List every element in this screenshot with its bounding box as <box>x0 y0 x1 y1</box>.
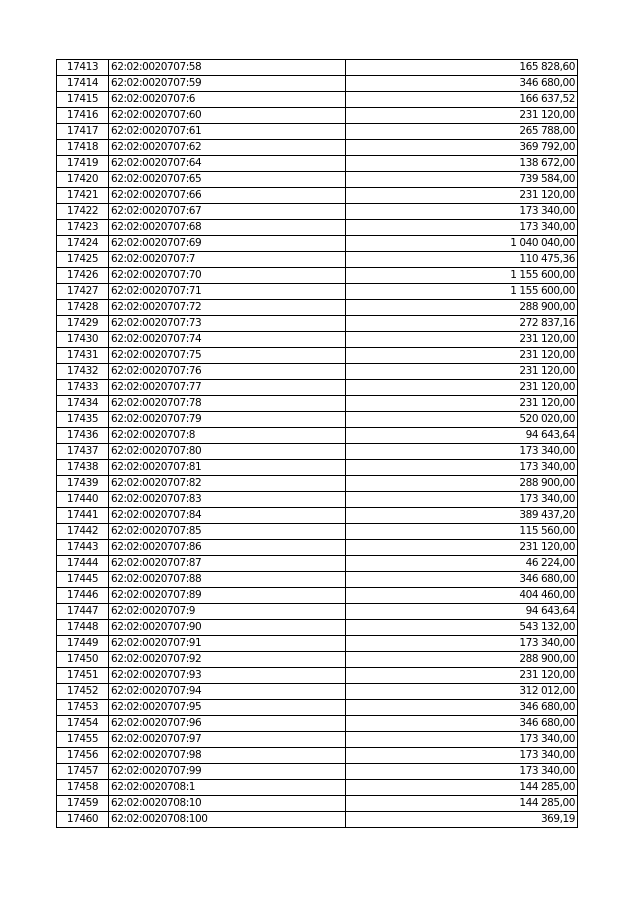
row-number-cell: 17429 <box>57 316 109 332</box>
row-number-cell: 17460 <box>57 812 109 828</box>
row-number-cell: 17421 <box>57 188 109 204</box>
cadastral-number-cell: 62:02:0020707:67 <box>109 204 346 220</box>
cadastral-number-cell: 62:02:0020707:59 <box>109 76 346 92</box>
row-number-cell: 17452 <box>57 684 109 700</box>
cadastral-number-cell: 62:02:0020707:90 <box>109 620 346 636</box>
cadastral-number-cell: 62:02:0020707:94 <box>109 684 346 700</box>
row-number-cell: 17459 <box>57 796 109 812</box>
cadastral-value-cell: 346 680,00 <box>346 76 578 92</box>
table-row <box>57 124 578 140</box>
cadastral-number-cell: 62:02:0020707:83 <box>109 492 346 508</box>
cadastral-value-cell: 94 643,64 <box>346 428 578 444</box>
row-number-cell: 17438 <box>57 460 109 476</box>
row-number-cell: 17430 <box>57 332 109 348</box>
cadastral-value-cell: 165 828,60 <box>346 60 578 76</box>
cadastral-number-cell: 62:02:0020707:62 <box>109 140 346 156</box>
table-row <box>57 268 578 284</box>
cadastral-value-cell: 346 680,00 <box>346 716 578 732</box>
table-row <box>57 92 578 108</box>
table-row <box>57 220 578 236</box>
cadastral-value-cell: 288 900,00 <box>346 652 578 668</box>
table-row <box>57 684 578 700</box>
row-number-cell: 17419 <box>57 156 109 172</box>
table-row <box>57 700 578 716</box>
cadastral-number-cell: 62:02:0020708:10 <box>109 796 346 812</box>
row-number-cell: 17454 <box>57 716 109 732</box>
table-row <box>57 636 578 652</box>
cadastral-value-cell: 520 020,00 <box>346 412 578 428</box>
table-row <box>57 108 578 124</box>
cadastral-number-cell: 62:02:0020707:88 <box>109 572 346 588</box>
cadastral-number-cell: 62:02:0020707:92 <box>109 652 346 668</box>
table-row <box>57 60 578 76</box>
cadastral-value-cell: 144 285,00 <box>346 780 578 796</box>
cadastral-number-cell: 62:02:0020707:87 <box>109 556 346 572</box>
table-row <box>57 444 578 460</box>
row-number-cell: 17420 <box>57 172 109 188</box>
cadastral-value-table <box>56 59 578 828</box>
row-number-cell: 17445 <box>57 572 109 588</box>
cadastral-value-cell: 346 680,00 <box>346 700 578 716</box>
cadastral-value-cell: 369 792,00 <box>346 140 578 156</box>
table-row <box>57 156 578 172</box>
cadastral-value-cell: 173 340,00 <box>346 444 578 460</box>
row-number-cell: 17418 <box>57 140 109 156</box>
row-number-cell: 17448 <box>57 620 109 636</box>
cadastral-number-cell: 62:02:0020707:73 <box>109 316 346 332</box>
table-row <box>57 428 578 444</box>
table-row <box>57 764 578 780</box>
cadastral-value-cell: 173 340,00 <box>346 492 578 508</box>
row-number-cell: 17434 <box>57 396 109 412</box>
table-row <box>57 364 578 380</box>
cadastral-value-cell: 312 012,00 <box>346 684 578 700</box>
table-row <box>57 476 578 492</box>
table-row <box>57 524 578 540</box>
cadastral-value-cell: 346 680,00 <box>346 572 578 588</box>
cadastral-number-cell: 62:02:0020707:66 <box>109 188 346 204</box>
cadastral-number-cell: 62:02:0020707:74 <box>109 332 346 348</box>
cadastral-number-cell: 62:02:0020707:69 <box>109 236 346 252</box>
row-number-cell: 17439 <box>57 476 109 492</box>
table-row <box>57 540 578 556</box>
table-row <box>57 780 578 796</box>
cadastral-number-cell: 62:02:0020707:91 <box>109 636 346 652</box>
cadastral-value-cell: 46 224,00 <box>346 556 578 572</box>
cadastral-value-cell: 231 120,00 <box>346 348 578 364</box>
cadastral-number-cell: 62:02:0020707:98 <box>109 748 346 764</box>
table-row <box>57 732 578 748</box>
row-number-cell: 17436 <box>57 428 109 444</box>
cadastral-value-cell: 231 120,00 <box>346 396 578 412</box>
cadastral-number-cell: 62:02:0020707:9 <box>109 604 346 620</box>
cadastral-number-cell: 62:02:0020707:86 <box>109 540 346 556</box>
cadastral-number-cell: 62:02:0020707:80 <box>109 444 346 460</box>
table-row <box>57 172 578 188</box>
row-number-cell: 17414 <box>57 76 109 92</box>
table-row <box>57 332 578 348</box>
table-row <box>57 76 578 92</box>
cadastral-value-cell: 166 637,52 <box>346 92 578 108</box>
table-row <box>57 572 578 588</box>
cadastral-number-cell: 62:02:0020707:6 <box>109 92 346 108</box>
cadastral-value-cell: 115 560,00 <box>346 524 578 540</box>
cadastral-value-cell: 138 672,00 <box>346 156 578 172</box>
cadastral-value-cell: 265 788,00 <box>346 124 578 140</box>
cadastral-number-cell: 62:02:0020707:7 <box>109 252 346 268</box>
row-number-cell: 17424 <box>57 236 109 252</box>
cadastral-value-cell: 231 120,00 <box>346 540 578 556</box>
cadastral-number-cell: 62:02:0020707:75 <box>109 348 346 364</box>
table-row <box>57 252 578 268</box>
cadastral-number-cell: 62:02:0020707:8 <box>109 428 346 444</box>
row-number-cell: 17447 <box>57 604 109 620</box>
cadastral-value-cell: 173 340,00 <box>346 220 578 236</box>
cadastral-number-cell: 62:02:0020707:77 <box>109 380 346 396</box>
row-number-cell: 17444 <box>57 556 109 572</box>
cadastral-value-cell: 231 120,00 <box>346 364 578 380</box>
cadastral-value-cell: 404 460,00 <box>346 588 578 604</box>
table-row <box>57 412 578 428</box>
cadastral-number-cell: 62:02:0020707:70 <box>109 268 346 284</box>
table-row <box>57 812 578 828</box>
cadastral-number-cell: 62:02:0020707:99 <box>109 764 346 780</box>
cadastral-number-cell: 62:02:0020708:100 <box>109 812 346 828</box>
row-number-cell: 17416 <box>57 108 109 124</box>
cadastral-value-cell: 173 340,00 <box>346 460 578 476</box>
row-number-cell: 17451 <box>57 668 109 684</box>
row-number-cell: 17431 <box>57 348 109 364</box>
cadastral-value-cell: 1 040 040,00 <box>346 236 578 252</box>
cadastral-value-cell: 288 900,00 <box>346 476 578 492</box>
table-row <box>57 316 578 332</box>
cadastral-value-cell: 173 340,00 <box>346 204 578 220</box>
cadastral-value-cell: 144 285,00 <box>346 796 578 812</box>
row-number-cell: 17456 <box>57 748 109 764</box>
row-number-cell: 17442 <box>57 524 109 540</box>
cadastral-number-cell: 62:02:0020707:64 <box>109 156 346 172</box>
cadastral-number-cell: 62:02:0020708:1 <box>109 780 346 796</box>
cadastral-value-cell: 94 643,64 <box>346 604 578 620</box>
row-number-cell: 17433 <box>57 380 109 396</box>
row-number-cell: 17432 <box>57 364 109 380</box>
row-number-cell: 17441 <box>57 508 109 524</box>
cadastral-value-cell: 231 120,00 <box>346 380 578 396</box>
row-number-cell: 17455 <box>57 732 109 748</box>
cadastral-number-cell: 62:02:0020707:85 <box>109 524 346 540</box>
row-number-cell: 17413 <box>57 60 109 76</box>
cadastral-number-cell: 62:02:0020707:96 <box>109 716 346 732</box>
row-number-cell: 17453 <box>57 700 109 716</box>
cadastral-value-cell: 231 120,00 <box>346 668 578 684</box>
row-number-cell: 17443 <box>57 540 109 556</box>
table-row <box>57 508 578 524</box>
cadastral-number-cell: 62:02:0020707:84 <box>109 508 346 524</box>
cadastral-number-cell: 62:02:0020707:71 <box>109 284 346 300</box>
row-number-cell: 17446 <box>57 588 109 604</box>
row-number-cell: 17449 <box>57 636 109 652</box>
cadastral-number-cell: 62:02:0020707:61 <box>109 124 346 140</box>
cadastral-number-cell: 62:02:0020707:78 <box>109 396 346 412</box>
table-row <box>57 188 578 204</box>
row-number-cell: 17417 <box>57 124 109 140</box>
table-row <box>57 716 578 732</box>
table-row <box>57 796 578 812</box>
table-row <box>57 652 578 668</box>
cadastral-number-cell: 62:02:0020707:60 <box>109 108 346 124</box>
cadastral-value-cell: 272 837,16 <box>346 316 578 332</box>
table-row <box>57 236 578 252</box>
table-row <box>57 284 578 300</box>
cadastral-value-cell: 173 340,00 <box>346 636 578 652</box>
row-number-cell: 17457 <box>57 764 109 780</box>
table-row <box>57 588 578 604</box>
row-number-cell: 17428 <box>57 300 109 316</box>
cadastral-value-cell: 739 584,00 <box>346 172 578 188</box>
cadastral-value-cell: 231 120,00 <box>346 108 578 124</box>
table-row <box>57 380 578 396</box>
table-row <box>57 668 578 684</box>
cadastral-value-cell: 1 155 600,00 <box>346 284 578 300</box>
cadastral-value-cell: 288 900,00 <box>346 300 578 316</box>
cadastral-value-cell: 110 475,36 <box>346 252 578 268</box>
row-number-cell: 17415 <box>57 92 109 108</box>
row-number-cell: 17423 <box>57 220 109 236</box>
table-row <box>57 460 578 476</box>
cadastral-number-cell: 62:02:0020707:79 <box>109 412 346 428</box>
row-number-cell: 17450 <box>57 652 109 668</box>
table-row <box>57 492 578 508</box>
cadastral-value-cell: 231 120,00 <box>346 188 578 204</box>
cadastral-number-cell: 62:02:0020707:97 <box>109 732 346 748</box>
table-row <box>57 140 578 156</box>
cadastral-value-cell: 543 132,00 <box>346 620 578 636</box>
table-body <box>57 60 578 828</box>
cadastral-number-cell: 62:02:0020707:65 <box>109 172 346 188</box>
cadastral-value-cell: 173 340,00 <box>346 732 578 748</box>
cadastral-number-cell: 62:02:0020707:95 <box>109 700 346 716</box>
cadastral-value-cell: 369,19 <box>346 812 578 828</box>
table-row <box>57 204 578 220</box>
cadastral-number-cell: 62:02:0020707:93 <box>109 668 346 684</box>
cadastral-number-cell: 62:02:0020707:82 <box>109 476 346 492</box>
cadastral-number-cell: 62:02:0020707:68 <box>109 220 346 236</box>
table-row <box>57 604 578 620</box>
row-number-cell: 17426 <box>57 268 109 284</box>
cadastral-value-cell: 389 437,20 <box>346 508 578 524</box>
cadastral-value-cell: 173 340,00 <box>346 748 578 764</box>
row-number-cell: 17435 <box>57 412 109 428</box>
table-row <box>57 396 578 412</box>
cadastral-number-cell: 62:02:0020707:81 <box>109 460 346 476</box>
cadastral-number-cell: 62:02:0020707:89 <box>109 588 346 604</box>
row-number-cell: 17422 <box>57 204 109 220</box>
row-number-cell: 17425 <box>57 252 109 268</box>
row-number-cell: 17458 <box>57 780 109 796</box>
row-number-cell: 17440 <box>57 492 109 508</box>
cadastral-value-cell: 173 340,00 <box>346 764 578 780</box>
row-number-cell: 17427 <box>57 284 109 300</box>
cadastral-number-cell: 62:02:0020707:72 <box>109 300 346 316</box>
table-row <box>57 348 578 364</box>
table-row <box>57 620 578 636</box>
cadastral-value-cell: 1 155 600,00 <box>346 268 578 284</box>
table-row <box>57 748 578 764</box>
table-row <box>57 556 578 572</box>
cadastral-value-cell: 231 120,00 <box>346 332 578 348</box>
cadastral-number-cell: 62:02:0020707:76 <box>109 364 346 380</box>
row-number-cell: 17437 <box>57 444 109 460</box>
table-row <box>57 300 578 316</box>
cadastral-number-cell: 62:02:0020707:58 <box>109 60 346 76</box>
